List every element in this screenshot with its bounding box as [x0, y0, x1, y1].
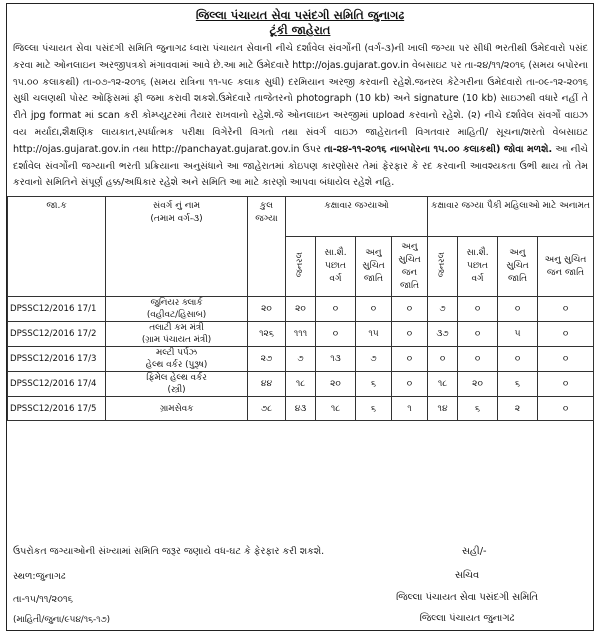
signatory-office: જિલ્લા પંચાયત જુનાગઢ: [419, 613, 515, 624]
row-gen: ૪૩: [286, 397, 316, 421]
row-w-sebc: ૦: [458, 297, 498, 322]
page-subtitle: ટૂંકી જાહેરાત: [269, 23, 331, 37]
col-total: કુલ જગ્યા: [248, 197, 286, 297]
row-total: ૪૪: [248, 372, 286, 397]
row-code: DPSSC12/2016 17/4: [8, 372, 106, 397]
row-w-st: ૦: [538, 322, 594, 347]
footer-date: તા-૧૫/૧૧/૨૦૧૬: [13, 594, 73, 605]
row-st: ૦: [392, 347, 428, 372]
row-sebc: ૨૦: [316, 372, 356, 397]
row-code: DPSSC12/2016 17/3: [8, 347, 106, 372]
col-w-sebc: સા.શૈ. પછાત વર્ગ: [458, 237, 498, 297]
row-post-name: મલ્ટી પર્પઝ: [155, 348, 198, 359]
row-w-sc: ૫: [498, 322, 538, 347]
row-sc: ૦: [356, 297, 392, 322]
footer-note: ઉપરોકત જગ્યાઓની સંખ્યામાં સમિતિ જરૂર જણાયે વધ-ઘટ કે ફેરફાર કરી શકશે.: [13, 546, 325, 557]
row-post: [106, 372, 248, 397]
row-sc: ૭: [356, 347, 392, 372]
row-post-name: જુનિયર ક્લાર્ક: [150, 298, 203, 309]
table-row: [8, 397, 594, 421]
row-post-detail: (ગ્રામ પંચાયત મંત્રી): [141, 335, 212, 346]
page-title: જિલ્લા પંચાયત સેવા પસંદગી સમિતિ જુનાગઢ: [195, 8, 405, 22]
row-post-name: ગ્રામસેવક: [159, 403, 194, 414]
row-post-name: તલાટી કમ મંત્રી: [149, 323, 204, 334]
row-st: ૦: [392, 297, 428, 322]
row-w-gen: ૩૭: [428, 322, 458, 347]
row-code: DPSSC12/2016 17/5: [8, 397, 106, 421]
row-gen: ૧૧૧: [286, 322, 316, 347]
row-total: ૨૭: [248, 347, 286, 372]
row-post-name: ફિમેલ હેલ્થ વર્કર: [146, 373, 207, 384]
col-general-label: જનરલ: [295, 251, 305, 277]
col-w-general-label: જનરલ: [437, 251, 448, 277]
row-w-st: ૦: [538, 347, 594, 372]
row-w-sebc: ૨૦: [458, 372, 498, 397]
row-sebc: ૧૩: [316, 347, 356, 372]
table-row: [8, 347, 594, 372]
row-gen: ૨૦: [286, 297, 316, 322]
col-general: [286, 237, 316, 297]
table-row: [8, 322, 594, 347]
table-row: [8, 297, 594, 322]
row-w-sc: ૬: [498, 372, 538, 397]
row-w-sebc: ૬: [458, 397, 498, 421]
row-sc: ૬: [356, 372, 392, 397]
row-code: DPSSC12/2016 17/1: [8, 297, 106, 322]
footer-ref: (માહિતી/જુના/૯૫૪/૧૬-૧૭): [13, 615, 111, 625]
notice-body: [7, 38, 593, 192]
row-sebc: ૦: [316, 322, 356, 347]
row-w-sebc: ૦: [458, 347, 498, 372]
row-w-gen: ૧૮: [428, 372, 458, 397]
row-st: ૦: [392, 322, 428, 347]
col-code: જા.ક: [8, 197, 106, 297]
row-st: ૧: [392, 397, 428, 421]
row-w-sebc: ૦: [458, 322, 498, 347]
row-w-gen: ૧૪: [428, 397, 458, 421]
col-w-sc: અનુ સુચિત જાતિ: [498, 237, 538, 297]
table-row: [8, 372, 594, 397]
row-total: ૭૮: [248, 397, 286, 421]
col-w-st: અનુ સુચિત જન જાતિ: [538, 237, 594, 297]
col-post-sub: (તમામ વર્ગ-૩): [150, 214, 203, 225]
signatory-designation: સચિવ: [454, 570, 480, 581]
notice-paragraph-2: આ નીચે દર્શાવેલ સંવર્ગોની જગ્યાની ભરતી પ્રક્રિયાના અનુસંધાને આ જાહેરાતમાં કોઇપણ કારણોસર તેમાં ફેરફાર કે રદ કરવાની આવશ્યકતા ઉભી થાય તો તેમ કરવાનો સમિતિને સંપૂર્ણ હક્ક/અધિકાર રહેશે અને સમિતિ આ માટે કારણો આપવા બંધાયેલ રહેશે નહિ.: [13, 143, 589, 189]
row-w-gen: ૭: [428, 297, 458, 322]
row-post-detail: હેલ્થ વર્કર (પુરૂષ): [145, 360, 208, 371]
notice-page: [6, 3, 594, 631]
row-gen: ૧૮: [286, 372, 316, 397]
col-sc: અનુ સુચિત જાતિ: [356, 237, 392, 297]
signature: સહી/-: [462, 546, 487, 557]
row-post: [106, 397, 248, 421]
row-post: [106, 322, 248, 347]
posts-table: [7, 196, 594, 421]
row-post-detail: (વહીવટ/હિસાબ): [146, 310, 207, 321]
signatory-committee: જિલ્લા પંચાયત સેવા પસંદગી સમિતિ: [396, 592, 538, 603]
row-w-sc: ૦: [498, 297, 538, 322]
row-sc: ૬: [356, 397, 392, 421]
row-w-sc: ૨: [498, 397, 538, 421]
row-w-st: ૦: [538, 397, 594, 421]
row-gen: ૭: [286, 347, 316, 372]
row-w-st: ૦: [538, 297, 594, 322]
row-total: ૨૦: [248, 297, 286, 322]
row-sc: ૧૫: [356, 322, 392, 347]
row-code: DPSSC12/2016 17/2: [8, 322, 106, 347]
header: [7, 8, 593, 38]
row-w-gen: ૦: [428, 347, 458, 372]
col-post: [106, 197, 248, 297]
row-sebc: ૧૮: [316, 397, 356, 421]
col-women-group: કક્ષાવાર જગ્યા પૈકી મહિલાઓ માટે અનામત: [428, 197, 594, 237]
row-post: [106, 297, 248, 322]
row-w-sc: ૦: [498, 347, 538, 372]
col-post-label: સંવર્ગ નું નામ: [152, 201, 201, 212]
col-category-group: કક્ષાવાર જગ્યાઓ: [286, 197, 428, 237]
row-sebc: ૦: [316, 297, 356, 322]
col-w-general: [428, 237, 458, 297]
col-sebc: સા.શૈ. પછાત વર્ગ: [316, 237, 356, 297]
notice-paragraph-1: જિલ્લા પંચાયત સેવા પસંદગી સમિતિ જુનાગઢ ધ્વારા પંચાયત સેવાની નીચે દર્શાવેલ સંવર્ગોની (વર્ગ-૩)ની ખાલી જગ્યા પર સીધી ભરતીથી ઉમેદવારો પસંદ કરવા માટે ઓનલાઇન અરજીપત્રકો મંગાવવામાં આવે છે.આ માટે ઉમેદવારે http://ojas.gujarat.gov.in વેબસાઇટ પર તા-૨૪/૧૧/૨૦૧૬ (સમય બપોરના ૧૫.૦૦ કલાકથી) તા-૦૭-૧૨-૨૦૧૬ (સમય રાત્રિના ૧૧-૫૯ કલાક સુધી) દરમિયાન અરજી કરવાની રહેશે.જનરલ કેટેગરીના ઉમેદવારો તા-૦૯-૧૨-૨૦૧૬ સુધી ચલણથી પોસ્ટ ઓફિસમાં ફી જમા કરાવી શકશે.ઉમેદવારે તાજેતરનો photograph (10 kb) અને signature (10 kb) સાઇઝથી વધારે નહીં તે રીતે jpg format માં scan કરી કોમ્પ્યુટરમાં તૈયાર રાખવાનો રહેશે.જે ઓનલાઇન અરજીમાં upload કરવાનો રહેશે. (૨) નીચે દર્શાવેલ સંવર્ગો વાઇઝ વય મર્યાદા,શૈક્ષણિક લાયકાત,સ્પર્ધાત્મક પરીક્ષા વિગેરેની વિગતો તથા સંવર્ગ વાઇઝ જાહેરાતની વિગતવાર માહિતી/ સૂચના/શરતો વેબસાઇટ http://ojas.gujarat.gov.in તથા http://panchayat.gujarat.gov.in ઉપર: [13, 43, 588, 155]
row-post-detail: (સ્ત્રી): [167, 385, 186, 396]
row-w-st: ૦: [538, 372, 594, 397]
footer-place: સ્થળ:જુનાગઢ: [13, 571, 66, 582]
notice-bold-date: તા-૨૪-૧૧-૨૦૧૬ નાબપોરના ૧૫.૦૦ કલાકથી) જોવા મળશે.: [324, 143, 553, 155]
row-post: [106, 347, 248, 372]
row-total: ૧૨૬: [248, 322, 286, 347]
col-st: અનુ સુચિત જન જાતિ: [392, 237, 428, 297]
row-st: ૦: [392, 372, 428, 397]
